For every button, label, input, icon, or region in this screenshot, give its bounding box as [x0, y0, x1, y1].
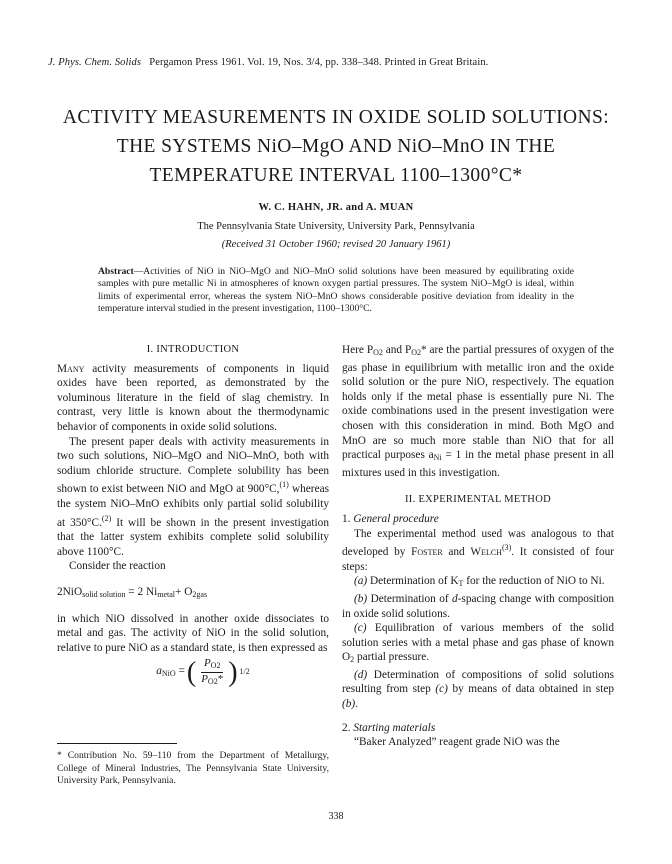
fraction-denominator: [198, 673, 226, 688]
r-p2-b: and: [442, 546, 471, 559]
activity-lhs-sub: NiO: [161, 668, 176, 678]
den-symbol: P: [201, 673, 208, 686]
reaction-lhs: 2NiO: [57, 585, 83, 598]
authors: W. C. HAHN, JR. and A. MUAN: [258, 202, 414, 213]
step-b-end: -spacing change with composition in oxide solid solutions.: [342, 592, 614, 620]
abstract: [98, 266, 574, 316]
affiliation: The Pennsylvania State University, University Park, Pennsylvania: [197, 221, 475, 232]
step-c-end: partial pressure.: [354, 651, 430, 664]
left-paren: (: [186, 656, 197, 688]
intro-p2-c: It will be shown in the present investigation that the latter system exhibits complete solid solubility above 1100°C.: [57, 516, 329, 558]
activity-equation: [57, 657, 329, 688]
step-a: [342, 574, 614, 592]
activity-fraction: [198, 657, 226, 688]
fraction-numerator: [201, 657, 224, 673]
step-c-text: Equilibration of various members of the solid solution series with a metal phase and gas phase of known O: [342, 622, 614, 664]
footnote-rule: [57, 743, 177, 744]
reaction-plus: + O: [175, 585, 193, 598]
intro-p1-text: activity measurements of components in liquid oxides have been reported, as demonstrated by the voluminous literature in the field of slag chemistry. In contrast, very little is known about the thermodynamic behavior of components in oxide solid solutions.: [57, 362, 329, 433]
r-p1-d: = 1 in the metal phase present in all mixtures used in this investigation.: [342, 449, 614, 479]
intro-p2-a: The present paper deals with activity measurements in two such solutions, NiO–MgO and NiO–MnO, both with sodium chloride structure. Complete solubility has been shown to exist between NiO and MgO at 900°C,: [57, 435, 329, 496]
subsection-starting-materials: [342, 721, 614, 736]
step-d-mid: by means of data obtained in step: [447, 683, 614, 696]
right-column: [342, 343, 614, 750]
step-d-end: .: [355, 698, 359, 711]
received-date: (Received 31 October 1960; revised 20 January 1961): [221, 239, 451, 250]
step-b-label: (b): [354, 592, 368, 605]
reference-1[interactable]: (1): [279, 480, 289, 490]
abstract-label: Abstract: [98, 266, 134, 277]
r-p1-sub1: O2: [373, 348, 383, 357]
r-p1-sub3: Ni: [433, 453, 442, 463]
section-heading-introduction: I. INTRODUCTION: [146, 344, 240, 355]
intro-paragraph-4: in which NiO dissolved in another oxide dissociates to metal and gas. The activity of NiO in the solid solution, relative to pure NiO as a standard state, is then expressed as: [57, 612, 329, 654]
sub2-number: 2.: [342, 721, 351, 734]
step-a-label: (a): [354, 575, 368, 588]
intro-first-word: Many: [57, 362, 85, 375]
activity-equals: =: [175, 664, 185, 677]
r-p1-sub2: O2: [411, 348, 422, 357]
reference-3[interactable]: (3): [501, 543, 512, 553]
r-p2-a: The experimental method used was analogous to that developed by: [342, 527, 614, 559]
title-line-3: TEMPERATURE INTERVAL 1100–1300°C*: [149, 165, 523, 186]
sub1-number: 1.: [342, 512, 351, 525]
right-paragraph-2: [342, 527, 614, 575]
reaction-eq: = 2 Ni: [125, 585, 158, 598]
step-b-text: Determination of: [367, 592, 452, 605]
step-a-sub: T: [458, 579, 464, 589]
activity-lhs: [156, 664, 185, 682]
section-heading-experimental: II. EXPERIMENTAL METHOD: [405, 494, 551, 506]
journal-details: Pergamon Press 1961. Vol. 19, Nos. 3/4, pp. 338–348. Printed in Great Britain.: [149, 57, 489, 68]
r-p1-a: Here P: [342, 344, 374, 356]
paper-title: [30, 103, 642, 190]
right-paragraph-1: [342, 343, 614, 480]
num-sub: O2: [210, 661, 221, 671]
step-a-text: Determination of K: [367, 575, 459, 588]
reaction-equation: [57, 585, 329, 603]
step-c-label: (c): [354, 622, 367, 635]
step-c-sub: 2: [350, 655, 355, 665]
step-c: [342, 621, 614, 668]
author-welch: Welch: [470, 546, 502, 559]
reaction-lhs-sub: solid solution: [82, 589, 126, 599]
reaction-gas-sub: 2gas: [192, 589, 208, 599]
author-foster: Foster: [411, 546, 443, 559]
den-star: *: [217, 673, 224, 686]
reaction-metal-sub: metal: [157, 589, 176, 599]
r-p1-c: * are the partial pressures of oxygen of the gas phase in equilibrium with metallic iron and the oxide solid solution or the pure NiO, respectively. The equation holds only if the metal phase is essentially pure Ni. The oxide combinations used in the present investigation were chosen with this consideration in mind. Both MgO and MnO are so much more stable than NiO that for all practical purposes a: [342, 344, 614, 462]
intro-paragraph-3: Consider the reaction: [69, 560, 166, 573]
step-b: [342, 592, 614, 621]
title-line-2: THE SYSTEMS NiO–MgO AND NiO–MnO IN THE: [116, 136, 556, 157]
running-head: [48, 57, 628, 68]
step-a-end: for the reduction of NiO to Ni.: [463, 575, 605, 588]
num-symbol: P: [203, 657, 211, 670]
journal-name: J. Phys. Chem. Solids: [48, 57, 142, 68]
subsection-general-procedure: [342, 512, 614, 527]
abstract-text: —Activities of NiO in NiO–MgO and NiO–MnO solid solutions have been measured by equilibrating oxide samples with pure metallic Ni in atmospheres of known oxygen partial pressures. The system NiO–MgO is ideal, within limits of experimental error, whereas the system NiO–MnO shows considerable positive deviation from ideality in the temperature interval studied in the present investigation, 1100–1300°C.: [98, 266, 574, 315]
step-d-ref-b: (b): [342, 698, 356, 711]
r-p1-b: and P: [382, 344, 412, 356]
right-paren: ): [228, 656, 238, 688]
activity-lhs-symbol: a: [156, 664, 162, 677]
step-d: [342, 668, 614, 712]
footnote: * Contribution No. 59–110 from the Department of Metallurgy, College of Mineral Industries, The Pennsylvania State University, University Park, Pennsylvania.: [57, 750, 329, 787]
right-paragraph-3: “Baker Analyzed” reagent grade NiO was the: [354, 736, 560, 749]
left-column: [57, 343, 329, 688]
intro-paragraph-2: [57, 435, 329, 560]
step-b-d: d: [452, 592, 458, 605]
step-d-label: (d): [354, 668, 368, 681]
reference-2[interactable]: (2): [101, 513, 112, 523]
sub1-title: General procedure: [353, 512, 439, 525]
step-d-ref-c: (c): [435, 683, 448, 696]
activity-equation-body: [156, 657, 250, 688]
intro-paragraph-1: [57, 362, 329, 435]
page-number: 338: [328, 811, 344, 822]
sub2-title: Starting materials: [353, 721, 436, 734]
step-d-text: Determination of compositions of solid solutions resulting from step: [342, 668, 614, 696]
den-sub: O2: [207, 677, 218, 687]
intro-p2-b: whereas the system NiO–MnO exhibits only partial solid solubility at 350°C.: [57, 483, 329, 529]
r-p2-c: . It consisted of four steps:: [342, 546, 614, 573]
title-line-1: ACTIVITY MEASUREMENTS IN OXIDE SOLID SOLUTIONS:: [62, 107, 610, 128]
activity-exponent: 1/2: [239, 667, 250, 677]
